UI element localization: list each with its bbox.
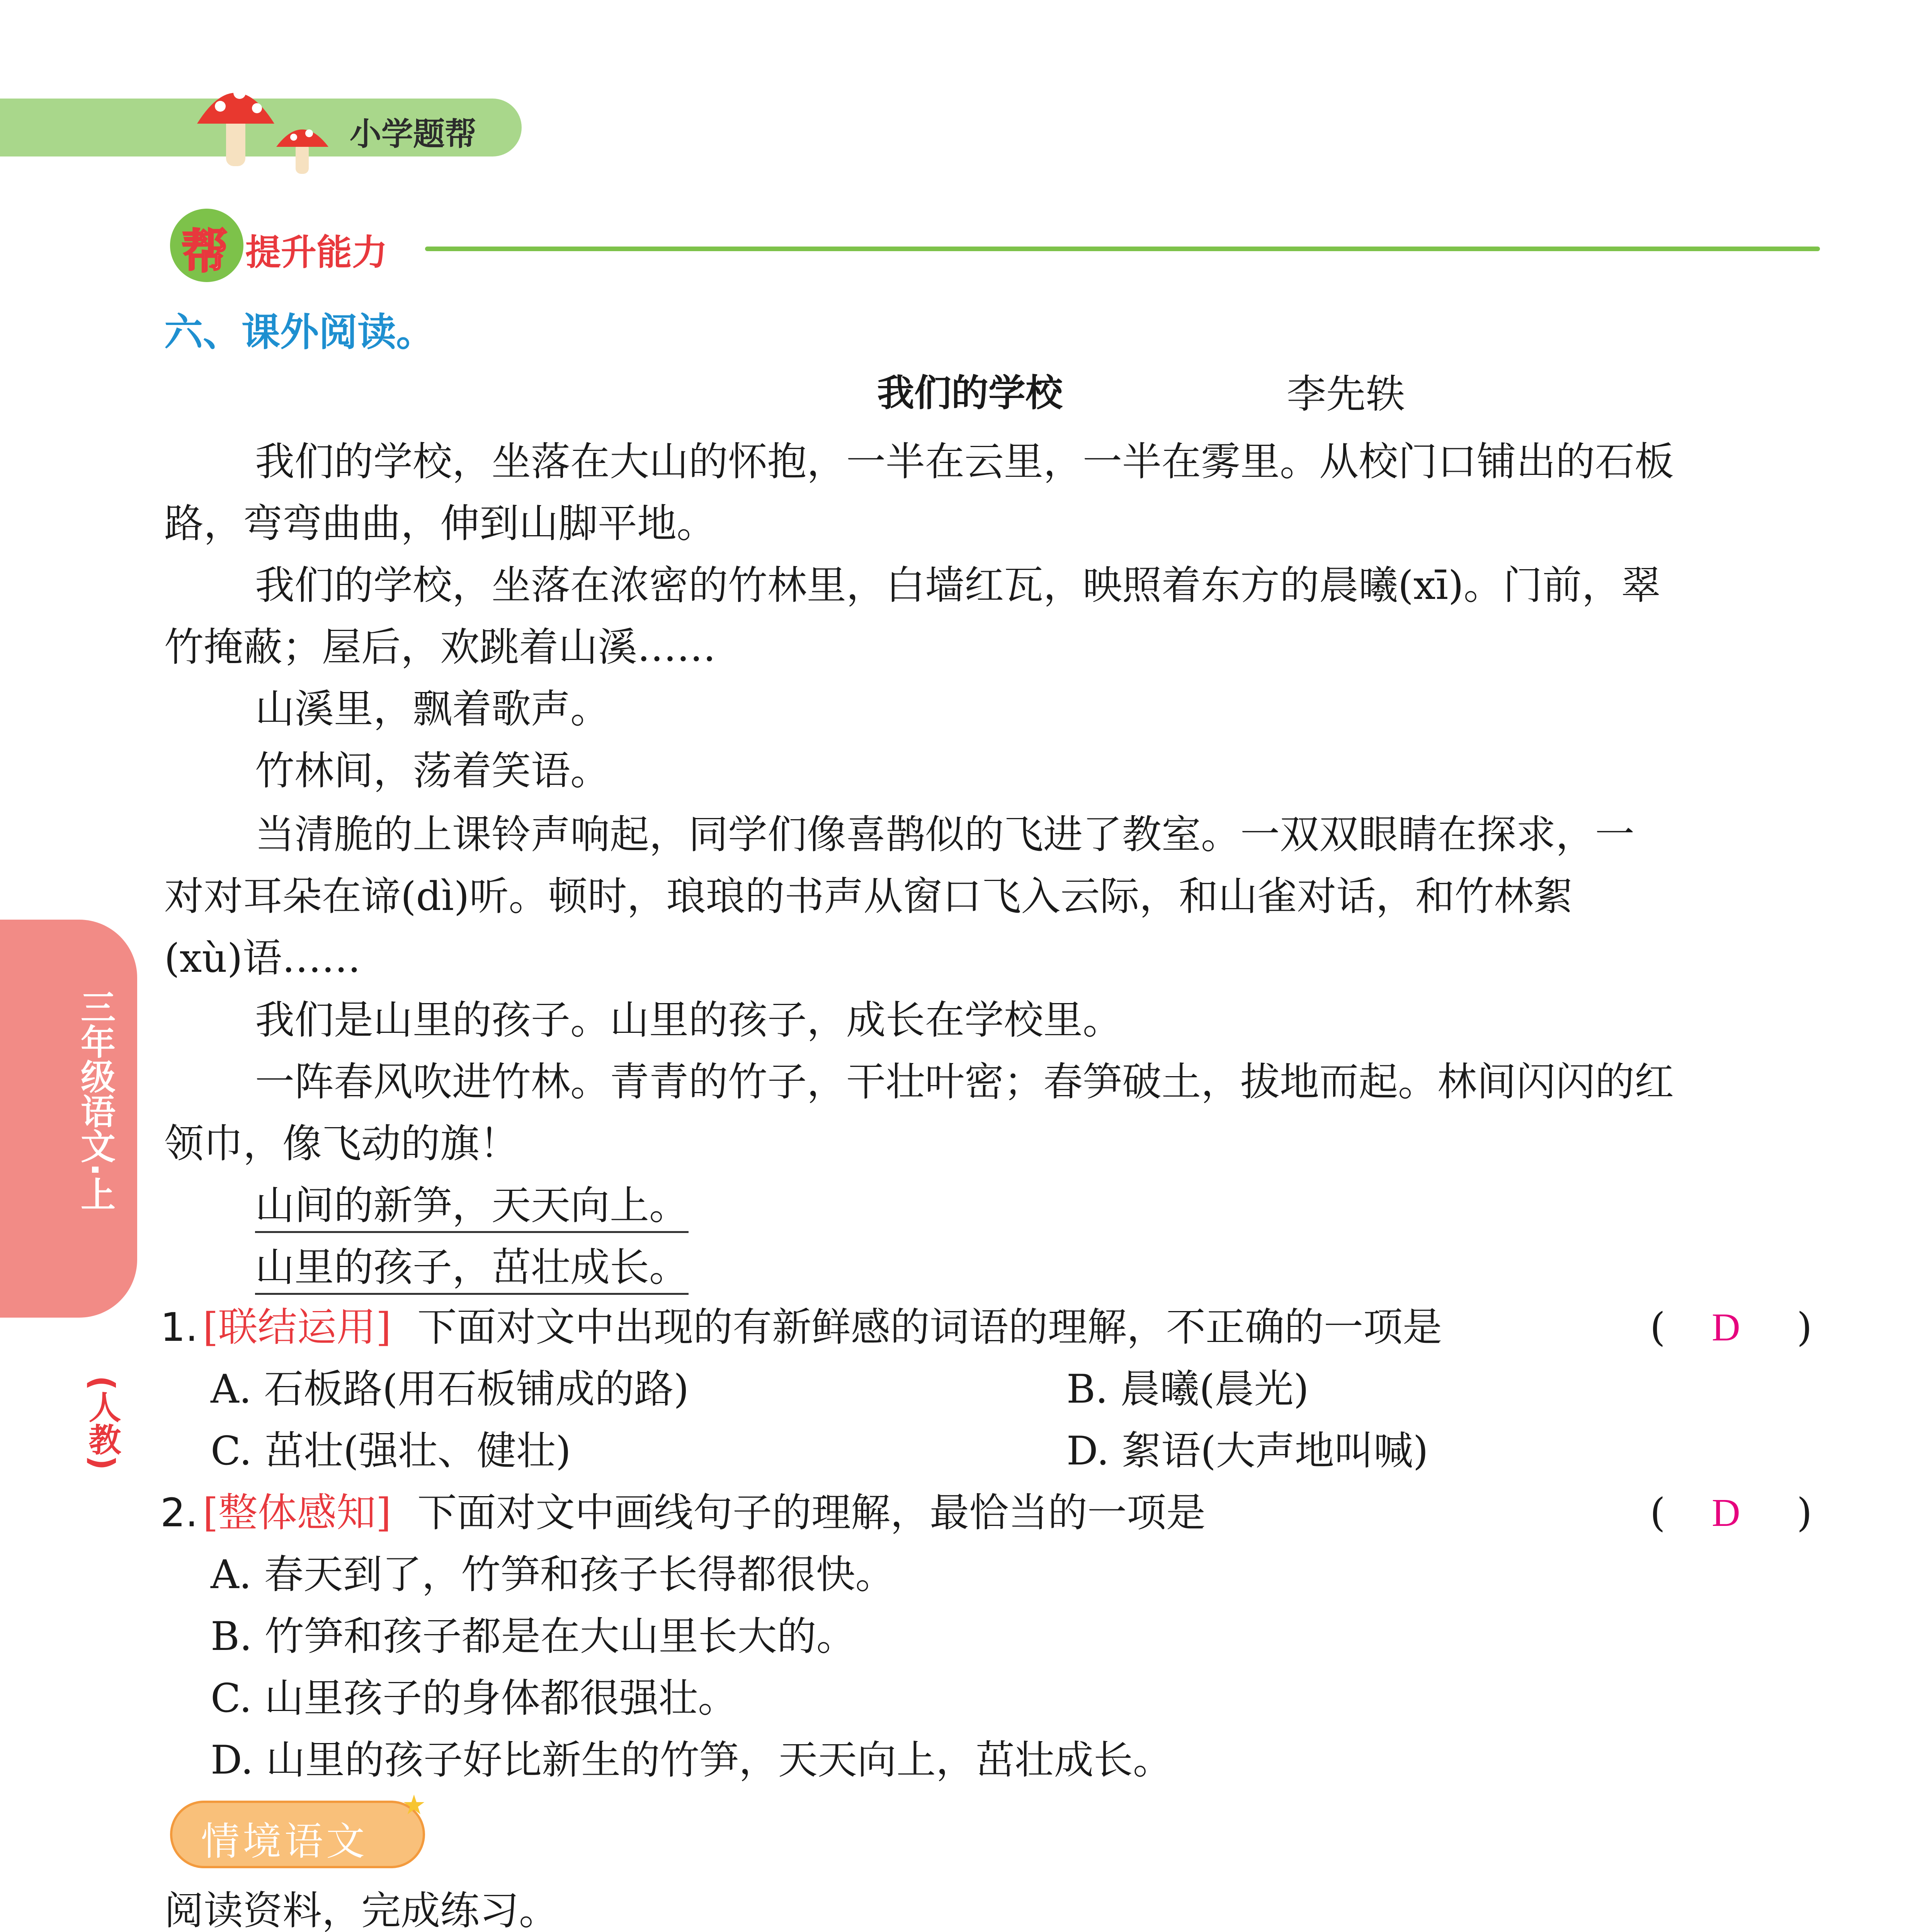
answer-paren-close: ) <box>1797 1304 1812 1350</box>
section-divider <box>425 247 1820 251</box>
option: B. 晨曦(晨光) <box>1066 1366 1309 1412</box>
answer-paren-close: ) <box>1797 1490 1812 1536</box>
answer-value: D <box>1712 1306 1740 1349</box>
question-text: 下面对文中画线句子的理解，最恰当的一项是 <box>417 1490 1206 1536</box>
question-number: 1. <box>160 1304 198 1350</box>
side-tab-grade: 三年级语文·上 <box>75 989 115 1211</box>
paragraph-line: 我们的学校，坐落在浓密的竹林里，白墙红瓦，映照着东方的晨曦(xī)。门前，翠 <box>255 563 1661 609</box>
paragraph-line: 当清脆的上课铃声响起，同学们像喜鹊似的飞进了教室。一双双眼睛在探求，一 <box>255 812 1634 858</box>
situation-intro: 阅读资料，完成练习。 <box>164 1888 558 1932</box>
paragraph-line: 路，弯弯曲曲，伸到山脚平地。 <box>164 501 716 547</box>
underlined-sentence: 山里的孩子，茁壮成长。 <box>255 1244 689 1295</box>
article-title: 我们的学校 <box>877 371 1063 415</box>
section-badge-char: 帮 <box>182 225 228 279</box>
underlined-sentence: 山间的新笋，天天向上。 <box>255 1182 689 1233</box>
paragraph-line: 领巾，像飞动的旗！ <box>164 1121 519 1167</box>
option: A. 春天到了，竹笋和孩子长得都很快。 <box>211 1552 895 1598</box>
option: D. 絮语(大声地叫喊) <box>1066 1428 1429 1474</box>
paragraph-line: 对对耳朵在谛(dì)听。顿时，琅琅的书声从窗口飞入云际，和山雀对话，和竹林絮 <box>164 874 1573 920</box>
paragraph-line: (xù)语…… <box>164 935 361 981</box>
question-number: 2. <box>160 1490 198 1536</box>
mushroom-icon <box>193 70 355 178</box>
option: C. 茁壮(强壮、健壮) <box>211 1428 571 1474</box>
answer-value: D <box>1712 1491 1740 1535</box>
paragraph-line: 我们是山里的孩子。山里的孩子，成长在学校里。 <box>255 997 1122 1043</box>
answer-paren-open: ( <box>1650 1304 1665 1350</box>
question-text: 下面对文中出现的有新鲜感的词语的理解，不正确的一项是 <box>417 1304 1442 1350</box>
article-author: 李先轶 <box>1287 371 1405 417</box>
question-tag: [整体感知] <box>203 1490 391 1536</box>
paragraph-line: 一阵春风吹进竹林。青青的竹子，干壮叶密；春笋破土，拔地而起。林间闪闪的红 <box>255 1059 1674 1105</box>
paragraph-line: 竹林间，荡着笑语。 <box>255 748 610 794</box>
paragraph-line: 我们的学校，坐落在大山的怀抱，一半在云里，一半在雾里。从校门口铺出的石板 <box>255 439 1674 485</box>
option: C. 山里孩子的身体都很强壮。 <box>211 1675 738 1721</box>
option: A. 石板路(用石板铺成的路) <box>211 1366 689 1412</box>
brand-label: 小学题帮 <box>350 116 477 153</box>
option: D. 山里的孩子好比新生的竹笋，天天向上，茁壮成长。 <box>211 1737 1172 1783</box>
answer-paren-open: ( <box>1650 1490 1665 1536</box>
side-tab-edition: (人教) <box>83 1376 121 1470</box>
section-heading: 六、课外阅读。 <box>164 310 435 355</box>
paragraph-line: 竹掩蔽；屋后，欢跳着山溪…… <box>164 624 716 670</box>
star-icon: ★ <box>402 1789 426 1821</box>
option: B. 竹笋和孩子都是在大山里长大的。 <box>211 1614 856 1660</box>
section-banner-label: 提升能力 <box>245 232 388 273</box>
paragraph-line: 山溪里，飘着歌声。 <box>255 686 610 732</box>
situation-badge-label: 情境语文 <box>201 1819 368 1864</box>
question-tag: [联结运用] <box>203 1304 391 1350</box>
